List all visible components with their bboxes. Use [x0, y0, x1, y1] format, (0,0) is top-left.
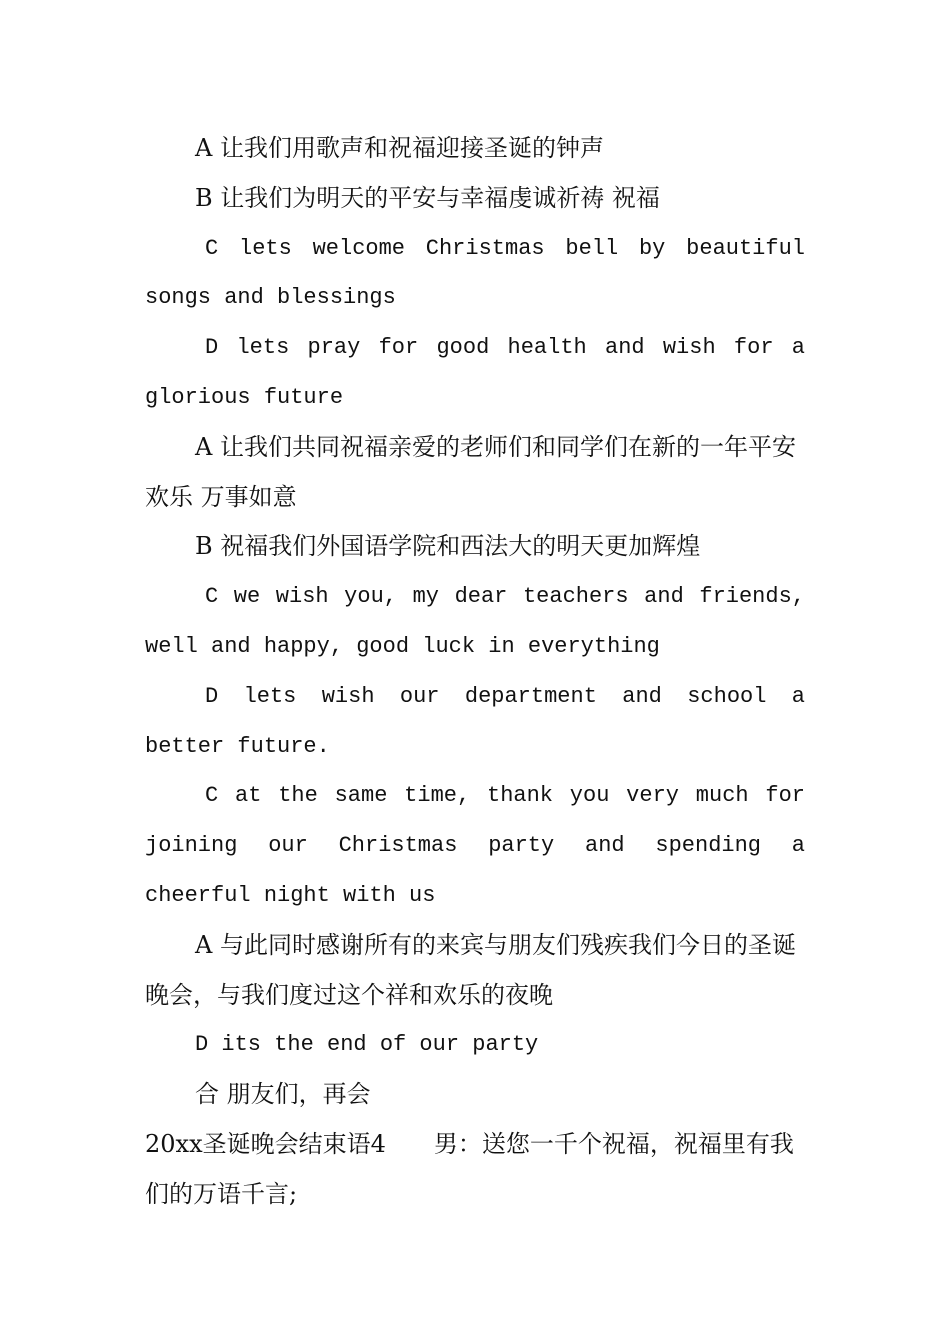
paragraph-a-3: A 与此同时感谢所有的来宾与朋友们残疾我们今日的圣诞晚会，与我们度过这个祥和欢乐的夜晚: [145, 930, 796, 1009]
paragraph-d-2: D lets wish our department and school a better future.: [145, 683, 805, 759]
paragraph-section-4-start: 20xx圣诞晚会结束语4 男：送您一千个祝福，祝福里有我们的万语千言;: [145, 1129, 794, 1208]
paragraph-d-3: D its the end of our party: [195, 1032, 539, 1058]
paragraph-b-1: B 让我们为明天的平安与幸福虔诚祈祷 祝福: [195, 183, 660, 212]
paragraph-c-3: C at the same time, thank you very much for joining our Christmas party and spending a cheerful night with us: [145, 783, 805, 908]
paragraph-together: 合 朋友们，再会: [195, 1080, 371, 1109]
paragraph-d-1: D lets pray for good health and wish for a glorious future: [145, 335, 805, 410]
paragraph-a-2: A 让我们共同祝福亲爱的老师们和同学们在新的一年平安 欢乐 万事如意: [145, 432, 796, 511]
paragraph-b-2: B 祝福我们外国语学院和西法大的明天更加辉煌: [195, 532, 701, 561]
paragraph-c-2: C we wish you, my dear teachers and friends, well and happy, good luck in everything: [145, 584, 805, 659]
paragraph-a-1: A 让我们用歌声和祝福迎接圣诞的钟声: [195, 134, 604, 162]
paragraph-c-1: C lets welcome Christmas bell by beautiful songs and blessings: [145, 235, 805, 311]
document-body: [145, 124, 805, 1220]
